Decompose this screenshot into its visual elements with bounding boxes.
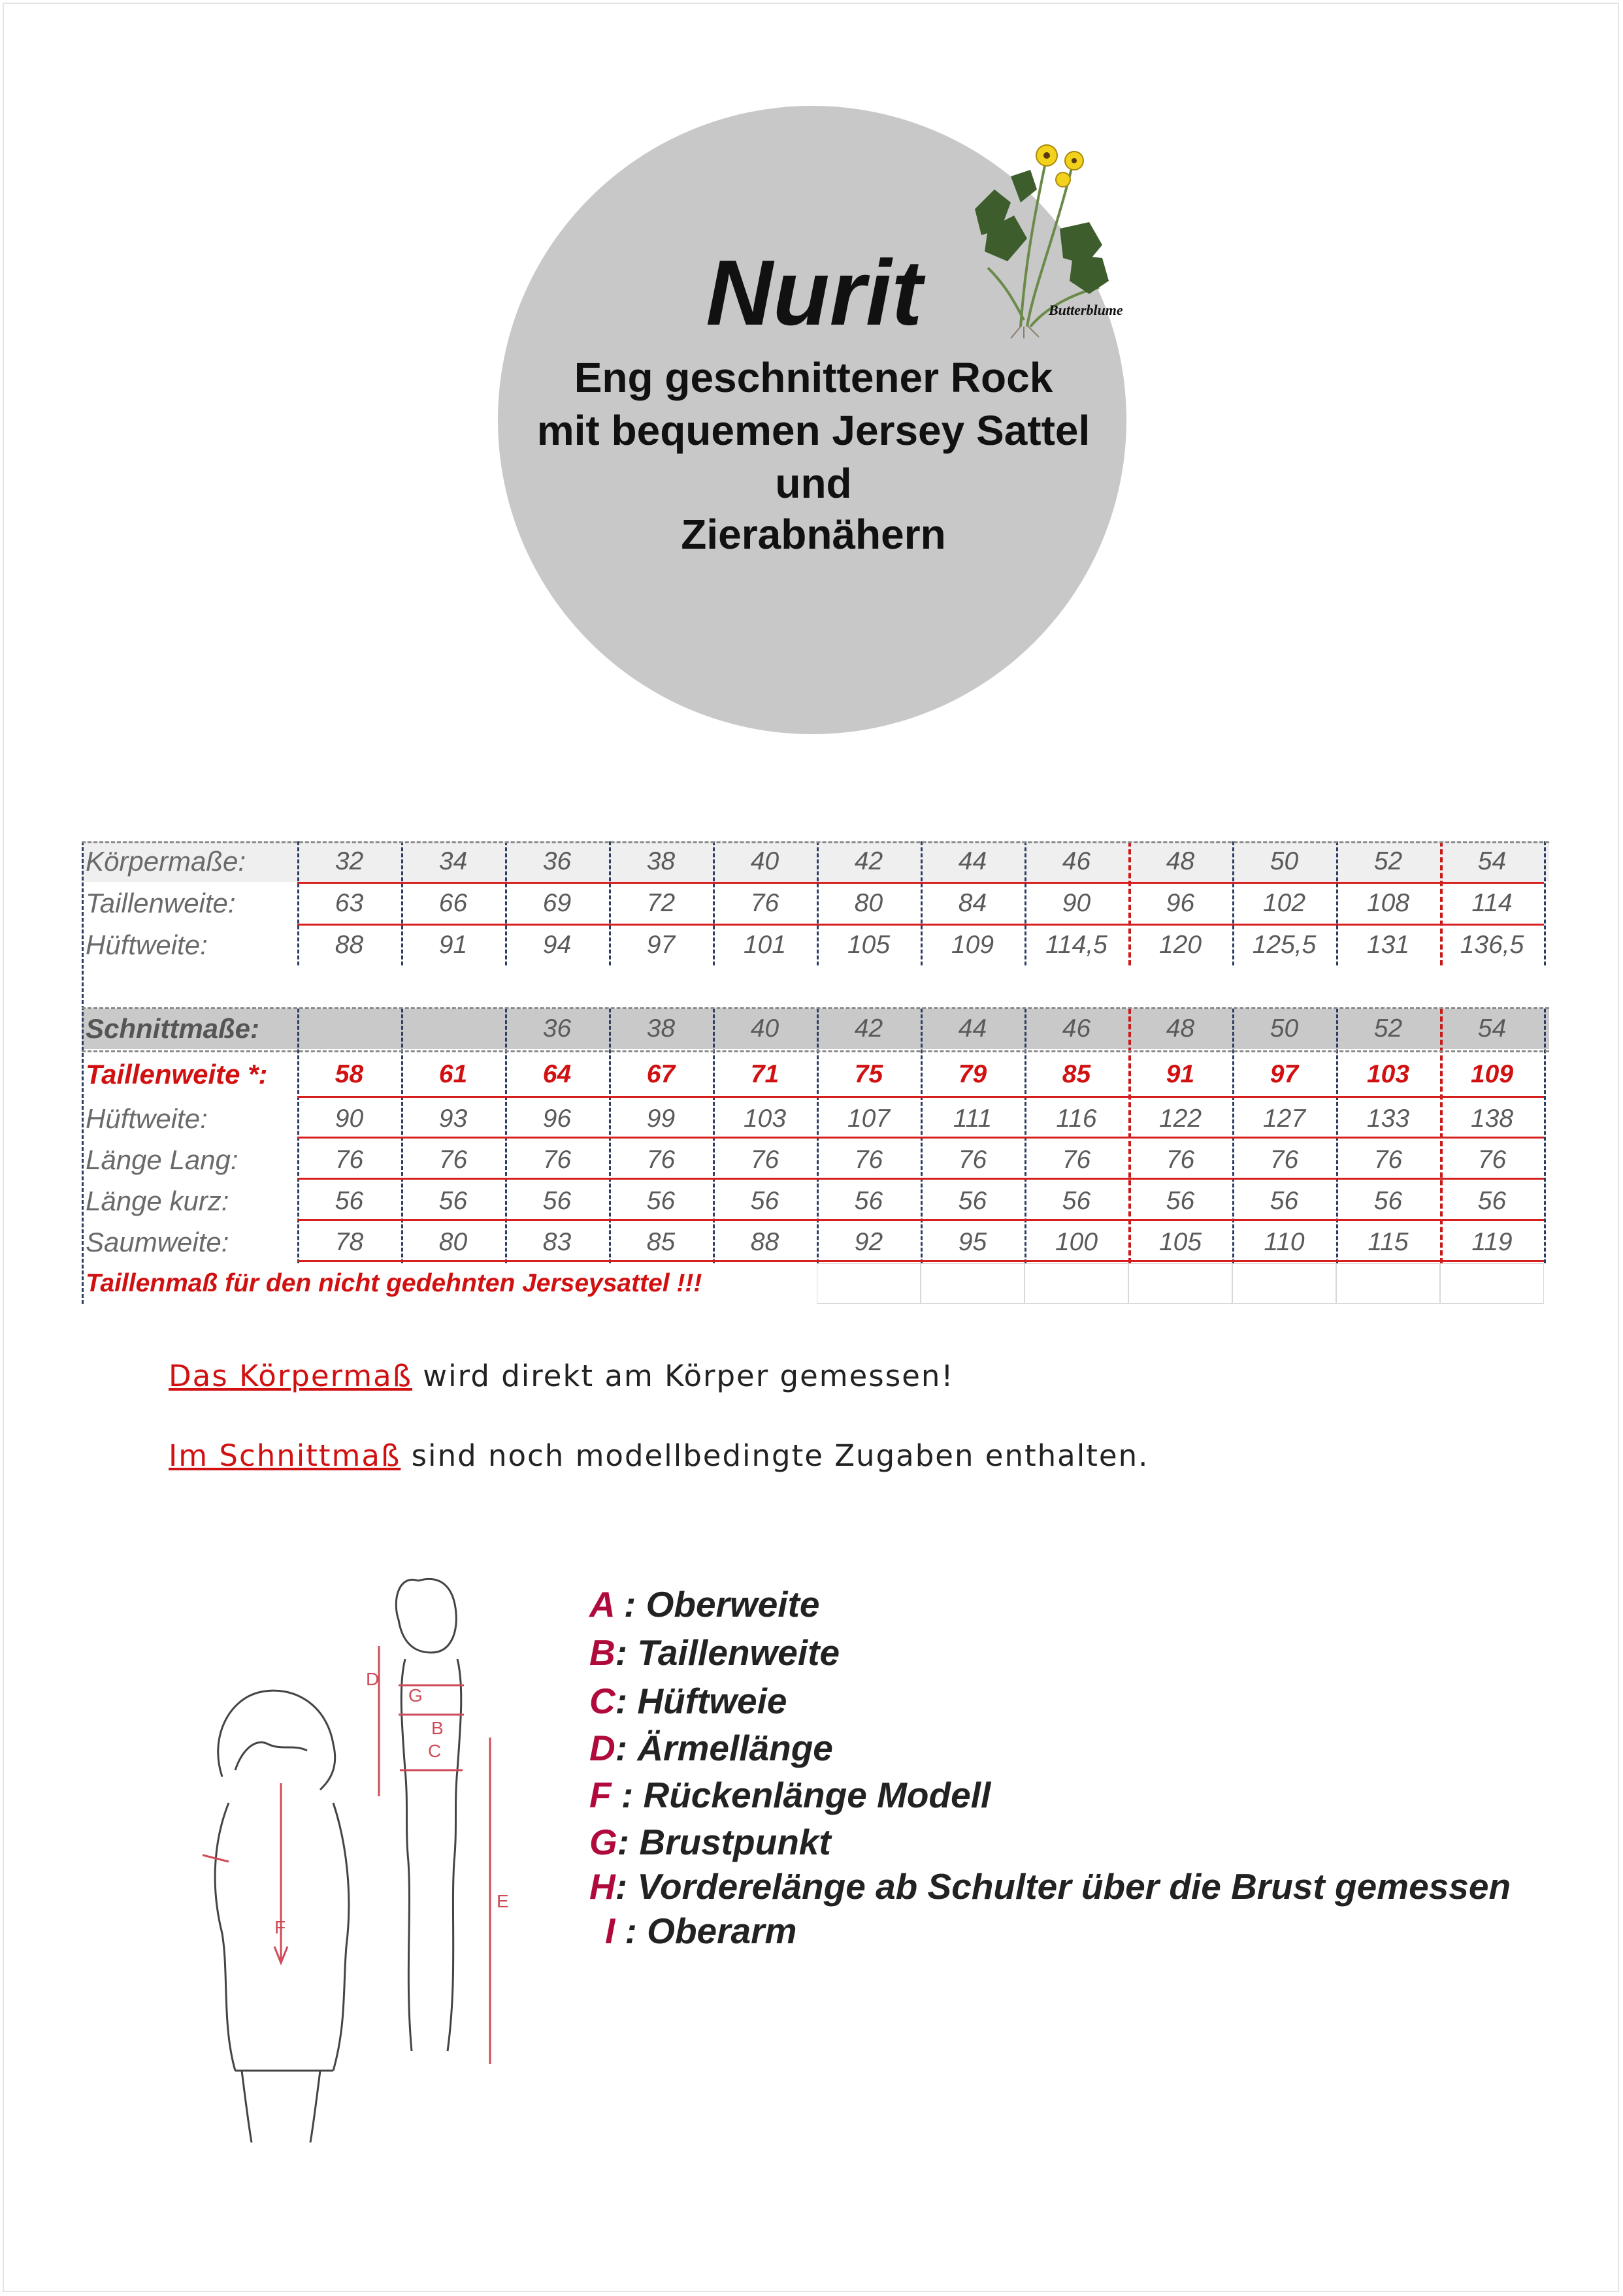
row-label: Saumweite:	[86, 1227, 229, 1257]
svg-text:F: F	[274, 1917, 286, 1937]
table-cell: 102	[1262, 889, 1306, 917]
row-label: Hüftweite:	[86, 1103, 208, 1134]
table-row-schnitt-sizes	[82, 1009, 1549, 1049]
table-cell: 116	[1056, 1105, 1097, 1133]
grid-vline	[1128, 1009, 1131, 1263]
table-empty-cell	[1440, 1263, 1544, 1304]
table-cell: 54	[1477, 847, 1507, 875]
table-cell: 36	[542, 847, 572, 875]
legend-key: G	[589, 1822, 617, 1862]
table-cell: 88	[750, 1228, 779, 1256]
table-cell: 71	[750, 1060, 779, 1088]
table-cell: 114	[1471, 889, 1513, 917]
svg-text:B: B	[431, 1718, 444, 1738]
legend-text: : Ärmellänge	[615, 1728, 833, 1768]
table-empty-cell	[1128, 1263, 1232, 1304]
grid-vline	[1025, 1009, 1026, 1263]
table-cell: 84	[958, 889, 987, 917]
table-cell: 50	[1270, 1014, 1299, 1043]
table-cell: 56	[1270, 1187, 1299, 1215]
table-cell: 56	[438, 1187, 468, 1215]
row-label: Schnittmaße:	[86, 1013, 260, 1044]
legend-item-d	[589, 1727, 833, 1769]
table-cell: 76	[854, 1146, 883, 1174]
subtitle-line-1: Eng geschnittener Rock	[574, 354, 1053, 401]
legend-item-b	[589, 1632, 840, 1673]
legend-item-i	[605, 1910, 796, 1952]
table-cell: 127	[1262, 1105, 1306, 1133]
table-empty-cell	[1025, 1263, 1128, 1304]
row-label: Länge Lang:	[86, 1144, 238, 1175]
table-cell: 79	[958, 1060, 987, 1088]
legend-item-a	[589, 1583, 820, 1625]
table-cell: 97	[1270, 1060, 1299, 1088]
table-cell: 56	[750, 1187, 779, 1215]
legend-text: : Brustpunkt	[617, 1822, 831, 1862]
grid-vline	[505, 1009, 507, 1263]
table-cell: 136,5	[1460, 931, 1524, 959]
table-cell: 52	[1373, 1014, 1403, 1043]
table-cell	[401, 1009, 505, 1049]
legend-key: H	[589, 1866, 615, 1907]
table-cell: 111	[953, 1105, 992, 1133]
table-cell: 105	[847, 931, 891, 959]
legend-key: I	[605, 1911, 615, 1951]
legend-text: : Rückenlänge Modell	[611, 1775, 991, 1815]
table-cell: 76	[1062, 1146, 1091, 1174]
page-title: Nurit	[706, 241, 923, 345]
table-cell: 58	[335, 1060, 364, 1088]
table-cell: 48	[1166, 847, 1195, 875]
legend-text: : Taillenweite	[615, 1632, 840, 1673]
table-cell: 122	[1158, 1105, 1202, 1133]
table-cell	[297, 1009, 401, 1049]
table-cell: 83	[542, 1228, 572, 1256]
subtitle-line-3: und	[775, 460, 852, 507]
grid-hline	[297, 1096, 1544, 1098]
table-cell: 80	[854, 889, 883, 917]
table-cell: 76	[1373, 1146, 1403, 1174]
table-cell: 56	[1166, 1187, 1195, 1215]
table-empty-cell	[1336, 1263, 1440, 1304]
table-cell: 109	[1470, 1060, 1514, 1088]
grid-vline	[1440, 1009, 1443, 1263]
grid-vline	[609, 1009, 611, 1263]
table-cell: 48	[1166, 1014, 1195, 1043]
info-text-schnittmass: sind noch modellbedingte Zugaben enthalten.	[401, 1438, 1149, 1473]
table-cell: 131	[1366, 931, 1410, 959]
svg-text:G: G	[408, 1685, 423, 1706]
table-cell: 101	[743, 931, 787, 959]
subtitle-line-2: mit bequemen Jersey Sattel	[536, 407, 1090, 454]
table-note: Taillenmaß für den nicht gedehnten Jerseysattel !!!	[86, 1269, 702, 1297]
grid-vline	[82, 841, 84, 1304]
table-cell: 120	[1158, 931, 1202, 959]
legend-text: : Oberarm	[615, 1911, 797, 1951]
table-cell: 76	[750, 889, 779, 917]
grid-hline	[82, 1007, 1549, 1009]
grid-hline	[82, 1050, 1549, 1052]
row-label: Taillenweite:	[86, 888, 236, 918]
table-cell: 93	[438, 1105, 468, 1133]
grid-hline	[297, 924, 1544, 926]
table-cell: 34	[438, 847, 468, 875]
table-row-koerper-taille	[82, 883, 1549, 924]
grid-vline	[1440, 841, 1443, 965]
table-cell: 78	[335, 1228, 364, 1256]
table-cell: 99	[646, 1105, 676, 1133]
table-cell: 56	[1062, 1187, 1091, 1215]
info-line-koerpermass	[169, 1359, 954, 1393]
table-cell: 46	[1062, 847, 1091, 875]
grid-vline	[817, 841, 819, 965]
legend-key: B	[589, 1632, 615, 1673]
grid-hline	[297, 1178, 1544, 1180]
table-row-schnitt-taille	[82, 1054, 1549, 1095]
table-cell: 67	[646, 1060, 676, 1088]
legend-text: : Hüftweie	[615, 1681, 787, 1721]
table-cell: 76	[750, 1146, 779, 1174]
table-cell: 44	[958, 1014, 987, 1043]
grid-vline	[1025, 841, 1026, 965]
grid-vline	[297, 841, 299, 965]
grid-vline	[817, 1009, 819, 1263]
row-label: Länge kurz:	[86, 1186, 229, 1216]
table-cell: 56	[542, 1187, 572, 1215]
table-cell: 44	[958, 847, 987, 875]
legend-key: C	[589, 1681, 615, 1721]
table-row-schnitt-kurz	[82, 1181, 1549, 1221]
table-cell: 75	[854, 1060, 883, 1088]
table-cell: 88	[335, 931, 364, 959]
table-cell: 119	[1471, 1228, 1513, 1256]
table-cell: 56	[1373, 1187, 1403, 1215]
table-cell: 69	[542, 889, 572, 917]
table-cell: 64	[542, 1060, 572, 1088]
legend-text: : Vorderelänge ab Schulter über die Brust gemessen	[615, 1866, 1511, 1907]
table-cell: 110	[1264, 1228, 1305, 1256]
table-cell: 38	[646, 847, 676, 875]
table-cell: 56	[646, 1187, 676, 1215]
table-cell: 76	[542, 1146, 572, 1174]
table-cell: 42	[854, 1014, 883, 1043]
table-cell: 103	[743, 1105, 787, 1133]
table-cell: 125,5	[1252, 931, 1317, 959]
grid-hline	[82, 841, 1549, 843]
legend-item-f	[589, 1774, 991, 1816]
grid-vline	[609, 841, 611, 965]
row-label: Körpermaße:	[86, 846, 246, 877]
table-cell: 96	[1166, 889, 1195, 917]
grid-vline	[401, 1009, 403, 1263]
grid-hline	[297, 1260, 1544, 1262]
table-empty-cell	[817, 1263, 921, 1304]
info-line-schnittmass	[169, 1438, 1149, 1473]
table-cell: 85	[1062, 1060, 1091, 1088]
table-empty-cell	[921, 1263, 1025, 1304]
table-cell: 100	[1055, 1228, 1098, 1256]
table-cell: 42	[854, 847, 883, 875]
row-label: Hüftweite:	[86, 930, 208, 960]
grid-vline	[401, 841, 403, 965]
svg-text:D: D	[366, 1669, 380, 1689]
table-cell: 76	[958, 1146, 987, 1174]
table-cell: 56	[854, 1187, 883, 1215]
table-cell: 91	[1166, 1060, 1195, 1088]
table-cell: 108	[1366, 889, 1410, 917]
table-cell: 97	[646, 931, 676, 959]
info-highlight-koerpermass: Das Körpermaß	[169, 1359, 412, 1393]
table-cell: 138	[1470, 1105, 1514, 1133]
table-cell: 90	[335, 1105, 364, 1133]
legend-text: : Oberweite	[614, 1584, 820, 1625]
table-cell: 56	[335, 1187, 364, 1215]
table-cell: 107	[847, 1105, 891, 1133]
legend-key: D	[589, 1728, 615, 1768]
legend-item-c	[589, 1680, 787, 1722]
table-cell: 50	[1270, 847, 1299, 875]
brand-name: Butterblume	[1049, 302, 1123, 318]
subtitle-line-4: Zierabnähern	[681, 511, 946, 558]
grid-vline	[1128, 841, 1131, 965]
table-cell: 40	[750, 1014, 779, 1043]
table-cell: 80	[438, 1228, 468, 1256]
table-row-koerper-sizes	[82, 841, 1549, 882]
table-row-koerper-huefte	[82, 925, 1549, 965]
table-cell: 96	[542, 1105, 572, 1133]
legend-item-h	[589, 1866, 1511, 1907]
table-cell: 94	[542, 931, 572, 959]
table-cell: 56	[1477, 1187, 1507, 1215]
grid-vline	[1336, 841, 1338, 965]
table-cell: 63	[335, 889, 364, 917]
table-cell: 109	[951, 931, 994, 959]
table-cell: 76	[335, 1146, 364, 1174]
svg-text:C: C	[428, 1741, 442, 1761]
grid-vline	[713, 1009, 715, 1263]
table-cell: 46	[1062, 1014, 1091, 1043]
grid-vline	[1232, 841, 1234, 965]
table-cell: 40	[750, 847, 779, 875]
table-cell: 115	[1368, 1228, 1409, 1256]
table-cell: 36	[542, 1014, 572, 1043]
legend-item-g	[589, 1821, 831, 1863]
grid-vline	[921, 841, 923, 965]
grid-vline	[297, 1009, 299, 1263]
table-cell: 38	[646, 1014, 676, 1043]
grid-hline	[297, 1219, 1544, 1221]
row-label: Taillenweite *:	[86, 1059, 268, 1090]
table-cell: 91	[438, 931, 468, 959]
legend-key: F	[589, 1775, 612, 1815]
table-cell: 95	[958, 1228, 987, 1256]
table-row-schnitt-huefte	[82, 1099, 1549, 1139]
legend-key: A	[589, 1584, 614, 1625]
grid-vline	[921, 1009, 923, 1263]
grid-vline	[1544, 1009, 1546, 1263]
grid-vline	[1336, 1009, 1338, 1263]
grid-vline	[713, 841, 715, 965]
grid-hline	[297, 882, 1544, 884]
table-cell: 133	[1366, 1105, 1410, 1133]
table-cell: 114,5	[1045, 931, 1107, 959]
table-cell: 105	[1158, 1228, 1202, 1256]
table-cell: 92	[854, 1228, 883, 1256]
table-cell: 54	[1477, 1014, 1507, 1043]
table-cell: 56	[958, 1187, 987, 1215]
table-cell: 76	[1477, 1146, 1507, 1174]
info-highlight-schnittmass: Im Schnittmaß	[169, 1438, 401, 1473]
info-text-koerpermass: wird direkt am Körper gemessen!	[412, 1359, 955, 1393]
table-cell: 32	[335, 847, 364, 875]
table-cell: 72	[646, 889, 676, 917]
grid-vline	[1544, 841, 1546, 965]
table-cell: 61	[438, 1060, 468, 1088]
table-cell: 85	[646, 1228, 676, 1256]
table-empty-cell	[1232, 1263, 1336, 1304]
grid-vline	[505, 841, 507, 965]
table-cell: 66	[438, 889, 468, 917]
grid-hline	[297, 1137, 1544, 1139]
table-cell: 76	[1270, 1146, 1299, 1174]
grid-vline	[1232, 1009, 1234, 1263]
svg-text:E: E	[497, 1891, 509, 1911]
table-cell: 90	[1062, 889, 1091, 917]
table-cell: 52	[1373, 847, 1403, 875]
table-cell: 103	[1366, 1060, 1410, 1088]
table-cell: 76	[438, 1146, 468, 1174]
body-measurement-sketch	[183, 1555, 549, 2142]
table-cell: 76	[1166, 1146, 1195, 1174]
table-row-schnitt-saum	[82, 1222, 1549, 1263]
table-row-schnitt-lang	[82, 1140, 1549, 1180]
table-cell: 76	[646, 1146, 676, 1174]
